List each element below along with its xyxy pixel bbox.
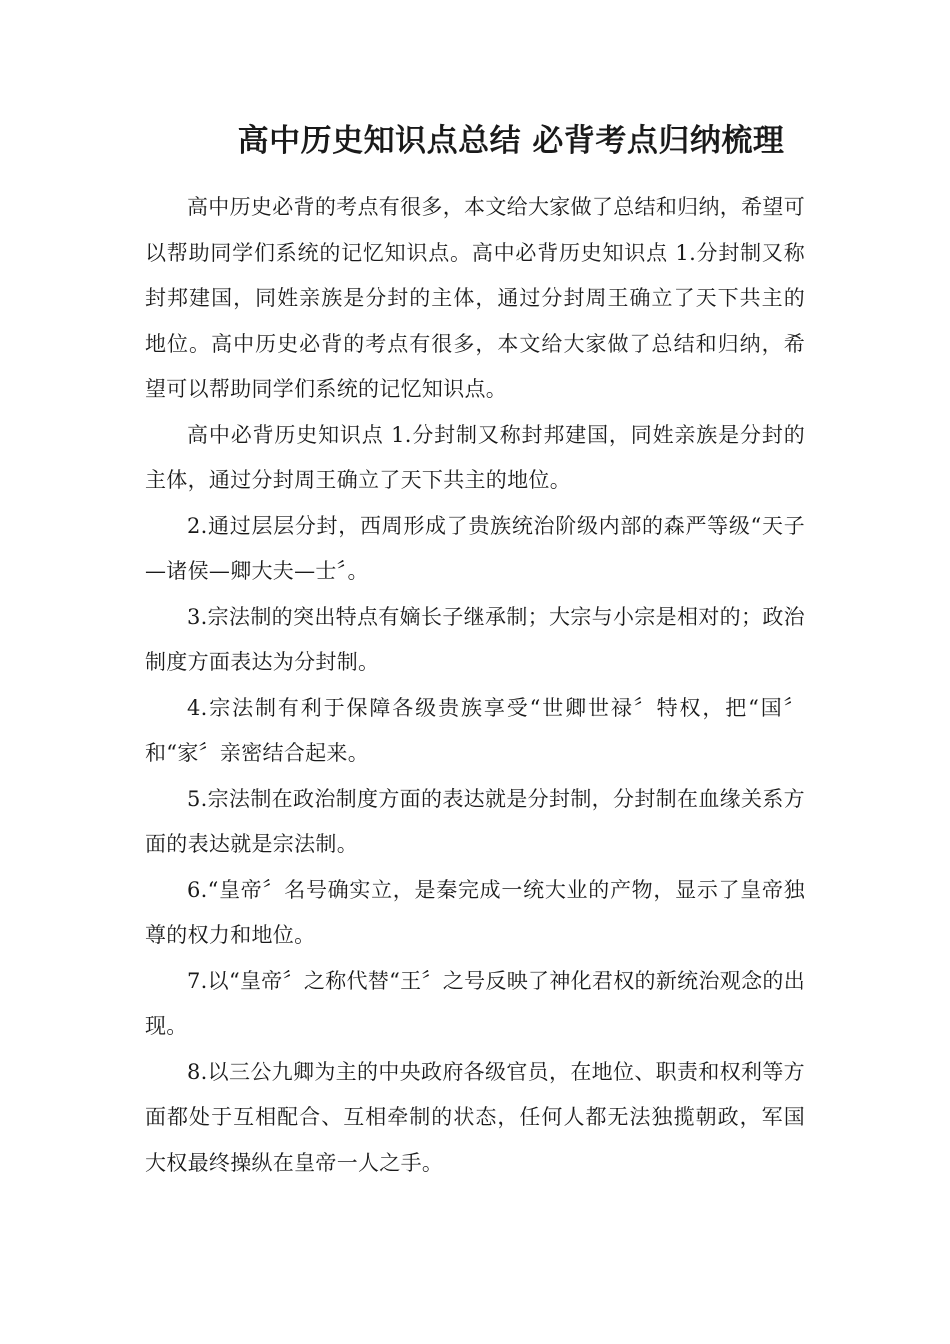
paragraph-point-7: 7.以“皇帝〞之称代替“王〞之号反映了神化君权的新统治观念的出现。	[145, 968, 805, 1038]
paragraph-point-6: 6.“皇帝〞名号确实立，是秦完成一统大业的产物，显示了皇帝独尊的权力和地位。	[145, 877, 805, 947]
paragraph-point-5: 5.宗法制在政治制度方面的表达就是分封制，分封制在血缘关系方面的表达就是宗法制。	[145, 786, 805, 856]
paragraph-point-4: 4.宗法制有利于保障各级贵族享受“世卿世禄〞特权，把“国〞和“家〞亲密结合起来。	[145, 695, 805, 765]
paragraph-point-1: 高中必背历史知识点 1.分封制又称封邦建国，同姓亲族是分封的主体，通过分封周王确立了天下共主的地位。	[145, 422, 805, 492]
paragraph-intro: 高中历史必背的考点有很多，本文给大家做了总结和归纳，希望可以帮助同学们系统的记忆知识点。高中必背历史知识点 1.分封制又称封邦建国，同姓亲族是分封的主体，通过分封周王确立了天下共主的地位。高中历史必背的考点有很多，本文给大家做了总结和归纳，希望可以帮助同学们系统的记忆知识点。	[145, 195, 805, 401]
document-body	[145, 185, 805, 1186]
document-title: 高中历史知识点总结 必背考点归纳梳理	[237, 123, 785, 159]
paragraph-point-2: 2.通过层层分封，西周形成了贵族统治阶级内部的森严等级“天子—诸侯—卿大夫—士〞。	[145, 513, 805, 583]
paragraph-point-3: 3.宗法制的突出特点有嫡长子继承制；大宗与小宗是相对的；政治制度方面表达为分封制。	[145, 604, 805, 674]
paragraph-point-8: 8.以三公九卿为主的中央政府各级官员，在地位、职责和权利等方面都处于互相配合、互相牵制的状态，任何人都无法独揽朝政，军国大权最终操纵在皇帝一人之手。	[145, 1059, 805, 1175]
